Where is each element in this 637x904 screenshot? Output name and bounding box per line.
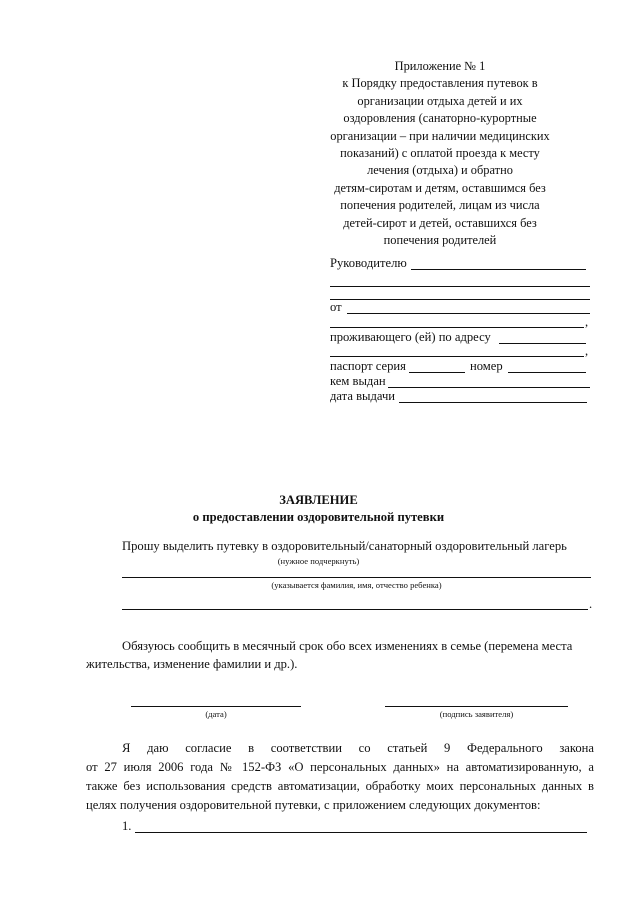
child-name-field-2[interactable]	[122, 609, 588, 610]
passport-number-field[interactable]	[508, 372, 586, 373]
obligation-line-1: Обязуюсь сообщить в месячный срок обо всех изменениях в семье (перемена места	[122, 639, 573, 653]
underline-hint: (нужное подчеркнуть)	[277, 556, 360, 566]
address-label: проживающего (ей) по адресу	[330, 330, 491, 344]
to-head-field-3[interactable]	[330, 299, 590, 300]
issued-by-label: кем выдан	[330, 374, 386, 388]
annex-line: организации отдыха детей и их	[357, 93, 523, 108]
passport-series-field[interactable]	[409, 372, 465, 373]
annex-line: детей-сирот и детей, оставшихся без	[343, 215, 537, 230]
address-field[interactable]	[499, 343, 586, 344]
from-label: от	[330, 300, 342, 314]
annex-line: детям-сиротам и детям, оставшимся без	[334, 180, 546, 195]
annex-line: попечения родителей	[383, 233, 497, 248]
annex-line: попечения родителей, лицам из числа	[340, 198, 540, 213]
document-item-number: 1.	[122, 819, 132, 833]
child-name-hint: (указывается фамилия, имя, отчество ребенка)	[271, 580, 442, 590]
passport-series-label: паспорт серия	[330, 359, 406, 373]
consent-line-1: Я даю согласие в соответствии со статьей 9 Федерального закона	[122, 741, 594, 755]
issued-by-field[interactable]	[388, 387, 590, 388]
comma: ,	[585, 344, 589, 358]
comma: ,	[585, 315, 589, 329]
child-name-field[interactable]	[122, 577, 591, 578]
signature-hint: (подпись заявителя)	[439, 709, 514, 719]
request-text: Прошу выделить путевку в оздоровительный/санаторный оздоровительный лагерь	[122, 539, 567, 553]
issue-date-field[interactable]	[399, 402, 587, 403]
annex-line: организации – при наличии медицинских	[330, 128, 550, 143]
annex-block	[318, 58, 562, 249]
signature-field[interactable]	[385, 706, 568, 707]
to-head-field[interactable]	[411, 269, 586, 270]
date-hint: (дата)	[205, 709, 227, 719]
date-field[interactable]	[131, 706, 301, 707]
annex-line: показаний) с оплатой проезда к месту	[340, 146, 540, 161]
annex-line: Приложение № 1	[394, 59, 486, 73]
document-subtitle: о предоставлении оздоровительной путевки	[192, 510, 445, 524]
to-head-field-2[interactable]	[330, 286, 590, 287]
from-field[interactable]	[347, 313, 590, 314]
annex-line: оздоровления (санаторно-курортные	[343, 111, 537, 126]
period: .	[589, 597, 593, 611]
consent-line-2: от 27 июля 2006 года № 152-ФЗ «О персональных данных» на автоматизированную, а	[86, 760, 594, 774]
annex-line: лечения (отдыха) и обратно	[367, 163, 513, 178]
to-head-label: Руководителю	[330, 256, 407, 270]
consent-line-3: также без использования средств автоматизации, обработку моих персональных данных в	[86, 779, 594, 793]
obligation-line-2: жительства, изменение фамилии и др.).	[86, 657, 298, 671]
document-item-field[interactable]	[135, 832, 587, 833]
from-field-2[interactable]	[330, 327, 584, 328]
annex-line: к Порядку предоставления путевок в	[342, 76, 538, 91]
issue-date-label: дата выдачи	[330, 389, 396, 403]
document-title: ЗАЯВЛЕНИЕ	[279, 493, 358, 507]
passport-number-label: номер	[470, 359, 503, 373]
address-field-2[interactable]	[330, 356, 584, 357]
consent-line-4: целях получения оздоровительной путевки, с приложением следующих документов:	[86, 798, 541, 812]
